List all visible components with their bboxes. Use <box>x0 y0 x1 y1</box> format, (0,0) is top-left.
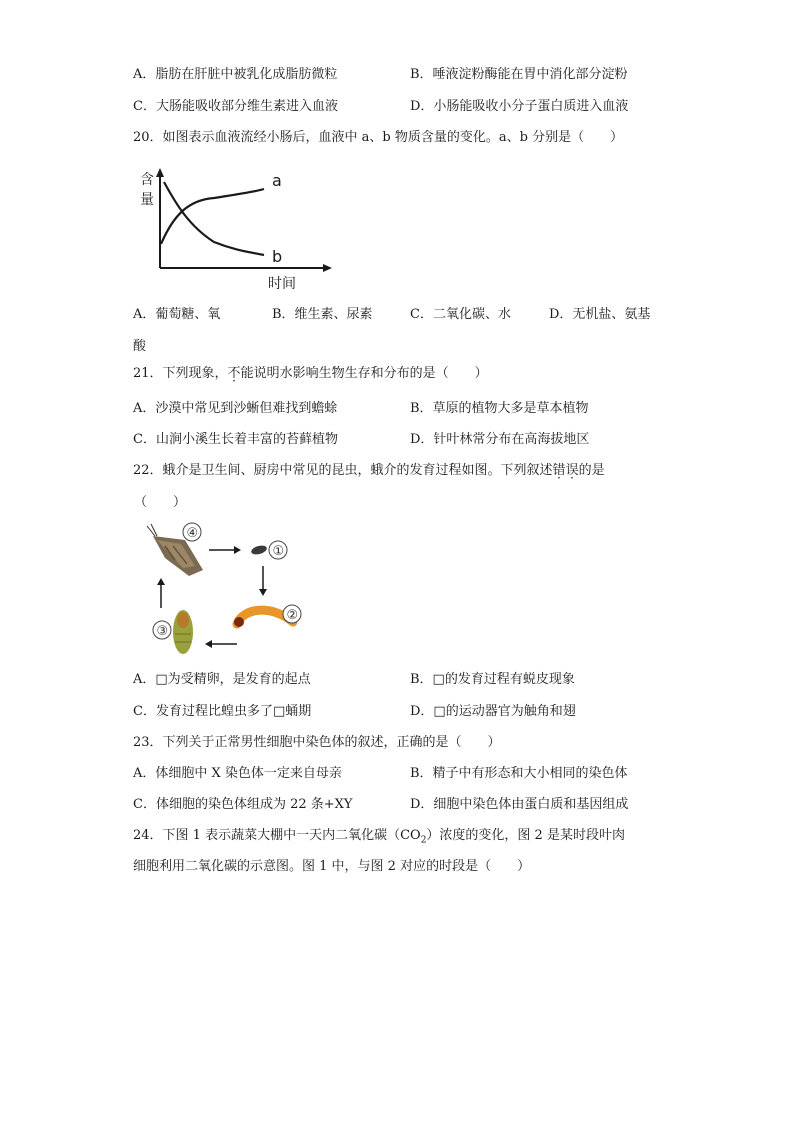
q20-option-d-continued: 酸 <box>133 339 147 354</box>
q23-option-b: B．精子中有形态和大小相同的染色体 <box>410 766 628 781</box>
q19-option-d: D．小肠能吸收小分子蛋白质进入血液 <box>410 99 629 114</box>
q20-option-d: D．无机盐、氨基 <box>549 307 651 322</box>
q19-option-a: A．脂肪在肝脏中被乳化成脂肪微粒 <box>133 67 338 82</box>
q19-option-c: C．大肠能吸收部分维生素进入血液 <box>133 99 338 114</box>
q22-option-a: A．□为受精卵，是发育的起点 <box>133 672 311 687</box>
q23-option-d: D．细胞中染色体由蛋白质和基因组成 <box>410 797 629 812</box>
emphasis-dot-char: 错 <box>552 463 566 478</box>
q23-stem: 23．下列关于正常男性细胞中染色体的叙述，正确的是（ ） <box>133 735 501 750</box>
chart-label-a: a <box>272 171 282 190</box>
q22-option-d: D．□的运动器官为触角和翅 <box>410 704 576 719</box>
q21-option-a: A．沙漠中常见到沙蜥但难找到蟾蜍 <box>133 401 338 416</box>
q24-stem-line2: 细胞利用二氧化碳的示意图。图 1 中，与图 2 对应的时段是（ ） <box>133 859 531 874</box>
q21-option-c: C．山涧小溪生长着丰富的苔藓植物 <box>133 432 338 447</box>
chart-ylabel-bottom: 量 <box>140 192 154 208</box>
q22-option-c: C．发育过程比蝗虫多了□蛹期 <box>133 704 312 719</box>
q20-option-a: A．葡萄糖、氧 <box>133 307 221 322</box>
chart-xlabel: 时间 <box>268 276 296 292</box>
q23-option-a: A．体细胞中 X 染色体一定来自母亲 <box>133 766 342 781</box>
q20-content-chart <box>134 164 344 294</box>
q22-option-b: B．□的发育过程有蜕皮现象 <box>410 672 575 687</box>
stage-label-4: ④ <box>186 526 199 541</box>
moth-life-cycle-figure <box>145 520 315 662</box>
q24-stem-line1: 24．下图 1 表示蔬菜大棚中一天内二氧化碳$(CO_2)$浓度的变化，图 2 是某时段叶肉 <box>133 828 625 846</box>
q19-option-b: B．唾液淀粉酶能在胃中消化部分淀粉 <box>410 67 628 82</box>
q21-option-b: B．草原的植物大多是草本植物 <box>410 401 589 416</box>
stage-label-1: ① <box>272 544 285 559</box>
q21-stem: 21．下列现象，不能说明水影响生物生存和分布的是（ ） <box>133 366 488 381</box>
q20-option-b: B．维生素、尿素 <box>272 307 373 322</box>
chart-curve-a <box>161 189 264 244</box>
chart-y-axis-arrow <box>156 168 164 177</box>
q20-stem: 20．如图表示血液流经小肠后，血液中 a、b 物质含量的变化。a、b 分别是（ ） <box>133 130 624 145</box>
q20-option-c: C．二氧化碳、水 <box>410 307 511 322</box>
chart-x-axis-arrow <box>323 264 332 272</box>
egg-icon <box>250 544 268 556</box>
chart-ylabel-top: 含 <box>140 172 154 188</box>
q23-option-c: C．体细胞的染色体组成为 22 条+XY <box>133 797 353 812</box>
q22-paren: （ ） <box>134 495 187 510</box>
chart-label-b: b <box>272 247 283 266</box>
emphasis-dot-char: 不 <box>227 366 241 381</box>
stage-label-2: ② <box>286 608 299 623</box>
q21-option-d: D．针叶林常分布在高海拔地区 <box>410 432 590 447</box>
emphasis-dot-char: 误 <box>565 463 579 478</box>
stage-label-3: ③ <box>156 624 169 639</box>
q22-stem: 22．蛾介是卫生间、厨房中常见的昆虫，蛾介的发育过程如图。下列叙述错误的是 <box>133 463 605 478</box>
